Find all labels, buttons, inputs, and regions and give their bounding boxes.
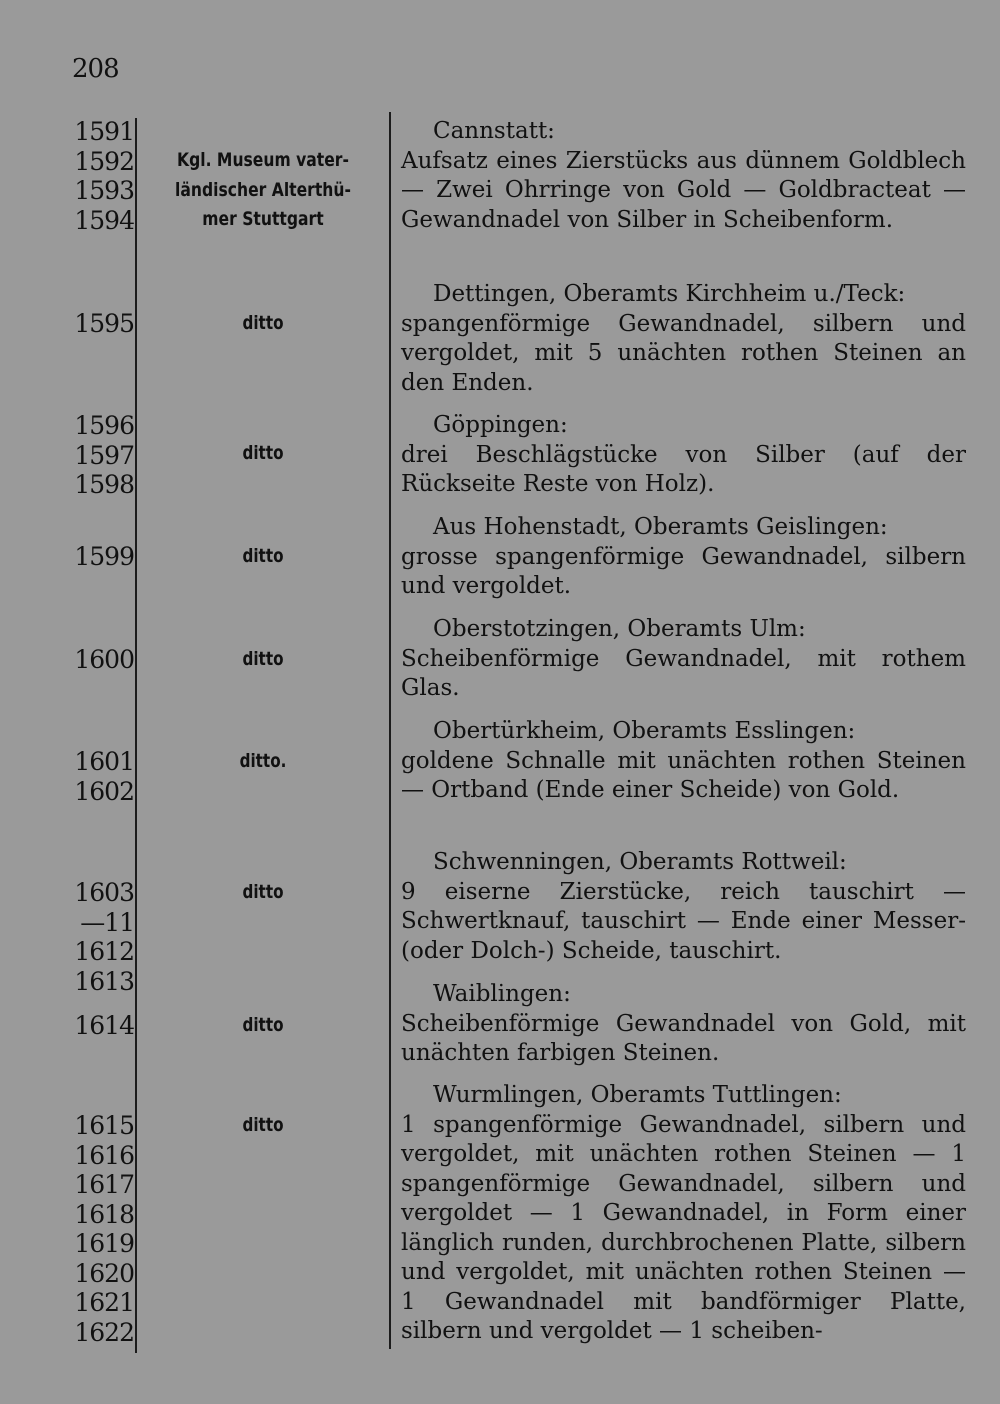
entry-description: Scheibenförmige Gewandnadel, mit rothem Glas.: [401, 645, 966, 701]
ditto-mark: ditto: [242, 881, 284, 903]
catalog-numbers: 1614: [74, 1011, 134, 1040]
catalog-entry: [401, 615, 966, 704]
ditto-mark: ditto: [242, 1114, 284, 1136]
catalog-entry: [401, 1081, 966, 1347]
ditto-mark: ditto: [242, 312, 284, 334]
entry-description: 1 spangenförmige Gewandnadel, silbern und vergoldet, mit unächten rothen Steinen — 1 spangenförmige Gewandnadel, silbern und vergoldet — 1 Gewandnadel, in Form einer länglich runden, durchbrochenen Platte, silbern und vergoldet, mit unächten rothen Steinen — 1 Gewandnadel mit bandförmiger Platte, silbern und vergoldet — 1 scheiben-: [401, 1111, 966, 1344]
catalog-entry: [401, 513, 966, 602]
entry-location: Cannstatt:: [433, 118, 555, 144]
entry-description: spangenförmige Gewandnadel, silbern und vergoldet, mit 5 unächten rothen Steinen an den Enden.: [401, 310, 966, 396]
ditto-mark: ditto: [242, 442, 284, 464]
catalog-numbers: 1603 —11 1612 1613: [74, 878, 134, 996]
catalog-numbers: 1591 1592 1593 1594: [74, 117, 134, 235]
catalog-numbers: 1600: [74, 645, 134, 674]
catalog-entry: [401, 717, 966, 806]
entry-description: goldene Schnalle mit unächten rothen Steinen — Ortband (Ende einer Scheide) von Gold.: [401, 747, 966, 803]
entry-location: Göppingen:: [433, 412, 568, 438]
catalog-entry: [401, 848, 966, 966]
column-rule-left: [135, 118, 137, 1353]
catalog-numbers: 1615 1616 1617 1618 1619 1620 1621 1622: [74, 1111, 134, 1347]
ditto-mark: ditto.: [239, 750, 287, 772]
catalog-numbers: 1599: [74, 542, 134, 571]
entry-description: Aufsatz eines Zierstücks aus dünnem Goldblech — Zwei Ohrringe von Gold — Goldbracteat — Gewandnadel von Silber in Scheibenform.: [401, 147, 966, 233]
catalog-entry: [401, 280, 966, 398]
museum-label: Kgl. Museum vater- ländischer Alterthü- mer Stuttgart: [175, 149, 351, 230]
entry-location: Dettingen, Oberamts Kirchheim u./Teck:: [433, 281, 906, 307]
entry-description: Scheibenförmige Gewandnadel von Gold, mit unächten farbigen Steinen.: [401, 1010, 966, 1066]
entry-location: Schwenningen, Oberamts Rottweil:: [433, 849, 847, 875]
entry-description: grosse spangenförmige Gewandnadel, silbern und vergoldet.: [401, 543, 966, 599]
catalog-entry: [401, 117, 966, 235]
entry-location: Oberstotzingen, Oberamts Ulm:: [433, 616, 806, 642]
ditto-mark: ditto: [242, 648, 284, 670]
entry-description: drei Beschlägstücke von Silber (auf der Rückseite Reste von Holz).: [401, 441, 966, 497]
entry-location: Obertürkheim, Oberamts Esslingen:: [433, 718, 856, 744]
column-rule-right: [389, 112, 391, 1349]
catalog-numbers: 1595: [74, 309, 134, 338]
entry-location: Waiblingen:: [433, 981, 571, 1007]
entry-location: Wurmlingen, Oberamts Tuttlingen:: [433, 1082, 842, 1108]
ditto-mark: ditto: [242, 545, 284, 567]
entry-description: 9 eiserne Zierstücke, reich tauschirt — Schwertknauf, tauschirt — Ende einer Messer- (oder Dolch-) Scheide, tauschirt.: [401, 878, 966, 964]
catalog-entry: [401, 980, 966, 1069]
catalog-entry: [401, 411, 966, 500]
catalog-numbers: 1601 1602: [74, 747, 134, 806]
catalog-numbers: 1596 1597 1598: [74, 411, 134, 499]
entry-location: Aus Hohenstadt, Oberamts Geislingen:: [433, 514, 888, 540]
ditto-mark: ditto: [242, 1014, 284, 1036]
page-number: 208: [72, 54, 119, 84]
